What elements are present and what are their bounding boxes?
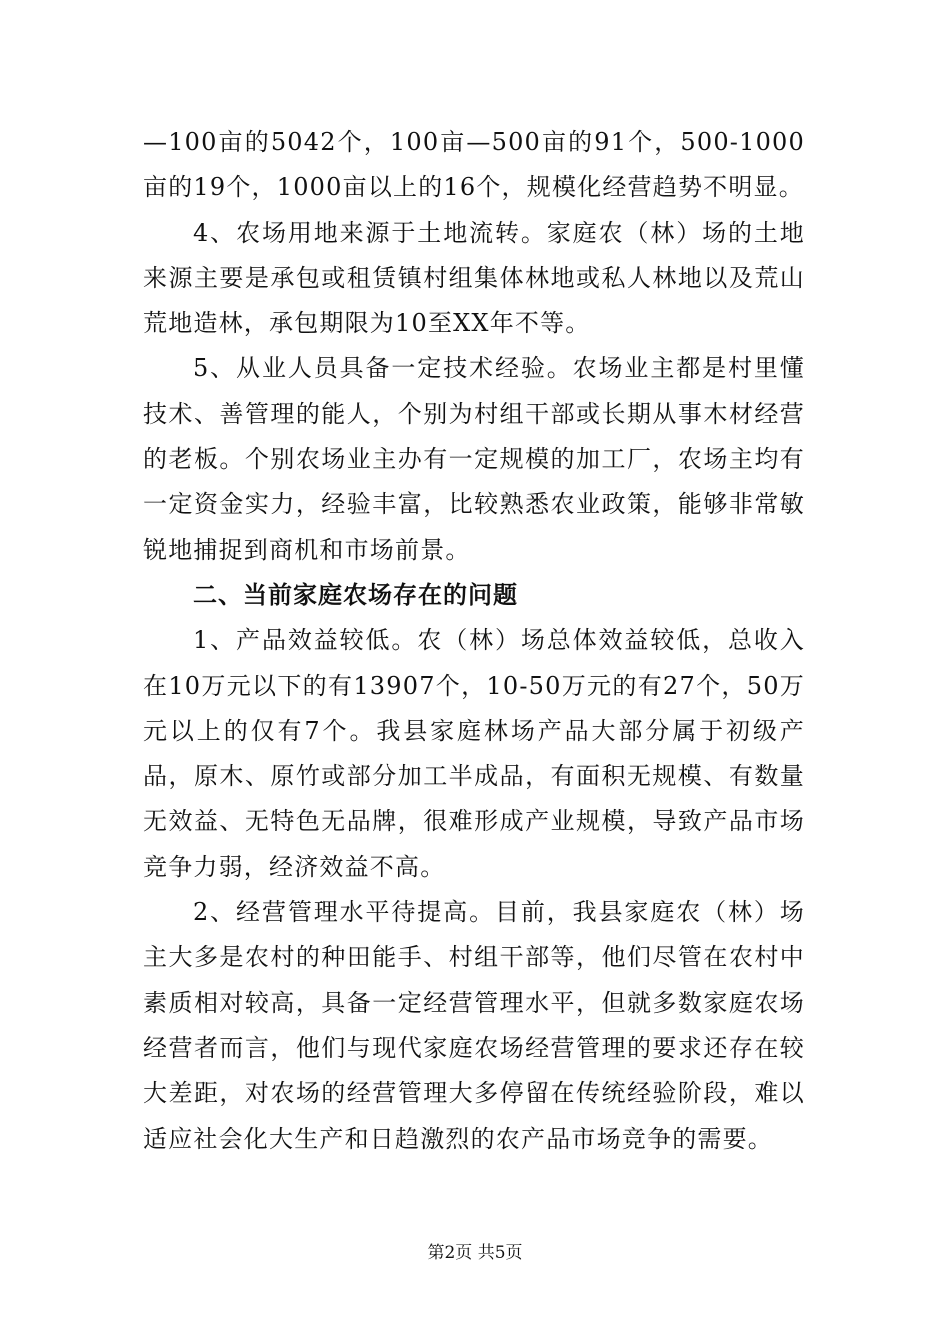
paragraph-continuation: —100亩的5042个，100亩—500亩的91个，500-1000亩的19个，1000亩以上的16个，规模化经营趋势不明显。 — [143, 128, 805, 202]
document-body — [143, 120, 805, 1162]
paragraph-land-source: 4、农场用地来源于土地流转。家庭农（林）场的土地来源主要是承包或租赁镇村组集体林地或私人林地以及荒山荒地造林，承包期限为10至XX年不等。 — [143, 218, 805, 338]
paragraph-management-level: 2、经营管理水平待提高。目前，我县家庭农（林）场主大多是农村的种田能手、村组干部等，他们尽管在农村中素质相对较高，具备一定经营管理水平，但就多数家庭农场经营者而言，他们与现代家庭农场经营管理的要求还存在较大差距，对农场的经营管理大多停留在传统经验阶段，难以适应社会化大生产和日趋激烈的农产品市场竞争的需要。 — [143, 898, 805, 1153]
paragraph-low-profit: 1、产品效益较低。农（林）场总体效益较低，总收入在10万元以下的有13907个，10-50万元的有27个，50万元以上的仅有7个。我县家庭林场产品大部分属于初级产品，原木、原竹或部分加工半成品，有面积无规模、有数量无效益、无特色无品牌，很难形成产业规模，导致产品市场竞争力弱，经济效益不高。 — [143, 626, 805, 881]
paragraph-staff-experience: 5、从业人员具备一定技术经验。农场业主都是村里懂技术、善管理的能人，个别为村组干部或长期从事木材经营的老板。个别农场业主办有一定规模的加工厂，农场主均有一定资金实力，经验丰富，比较熟悉农业政策，能够非常敏锐地捕捉到商机和市场前景。 — [143, 354, 805, 564]
section-heading-problems: 二、当前家庭农场存在的问题 — [193, 580, 518, 609]
page-number-footer: 第2页 共5页 — [427, 1243, 523, 1263]
